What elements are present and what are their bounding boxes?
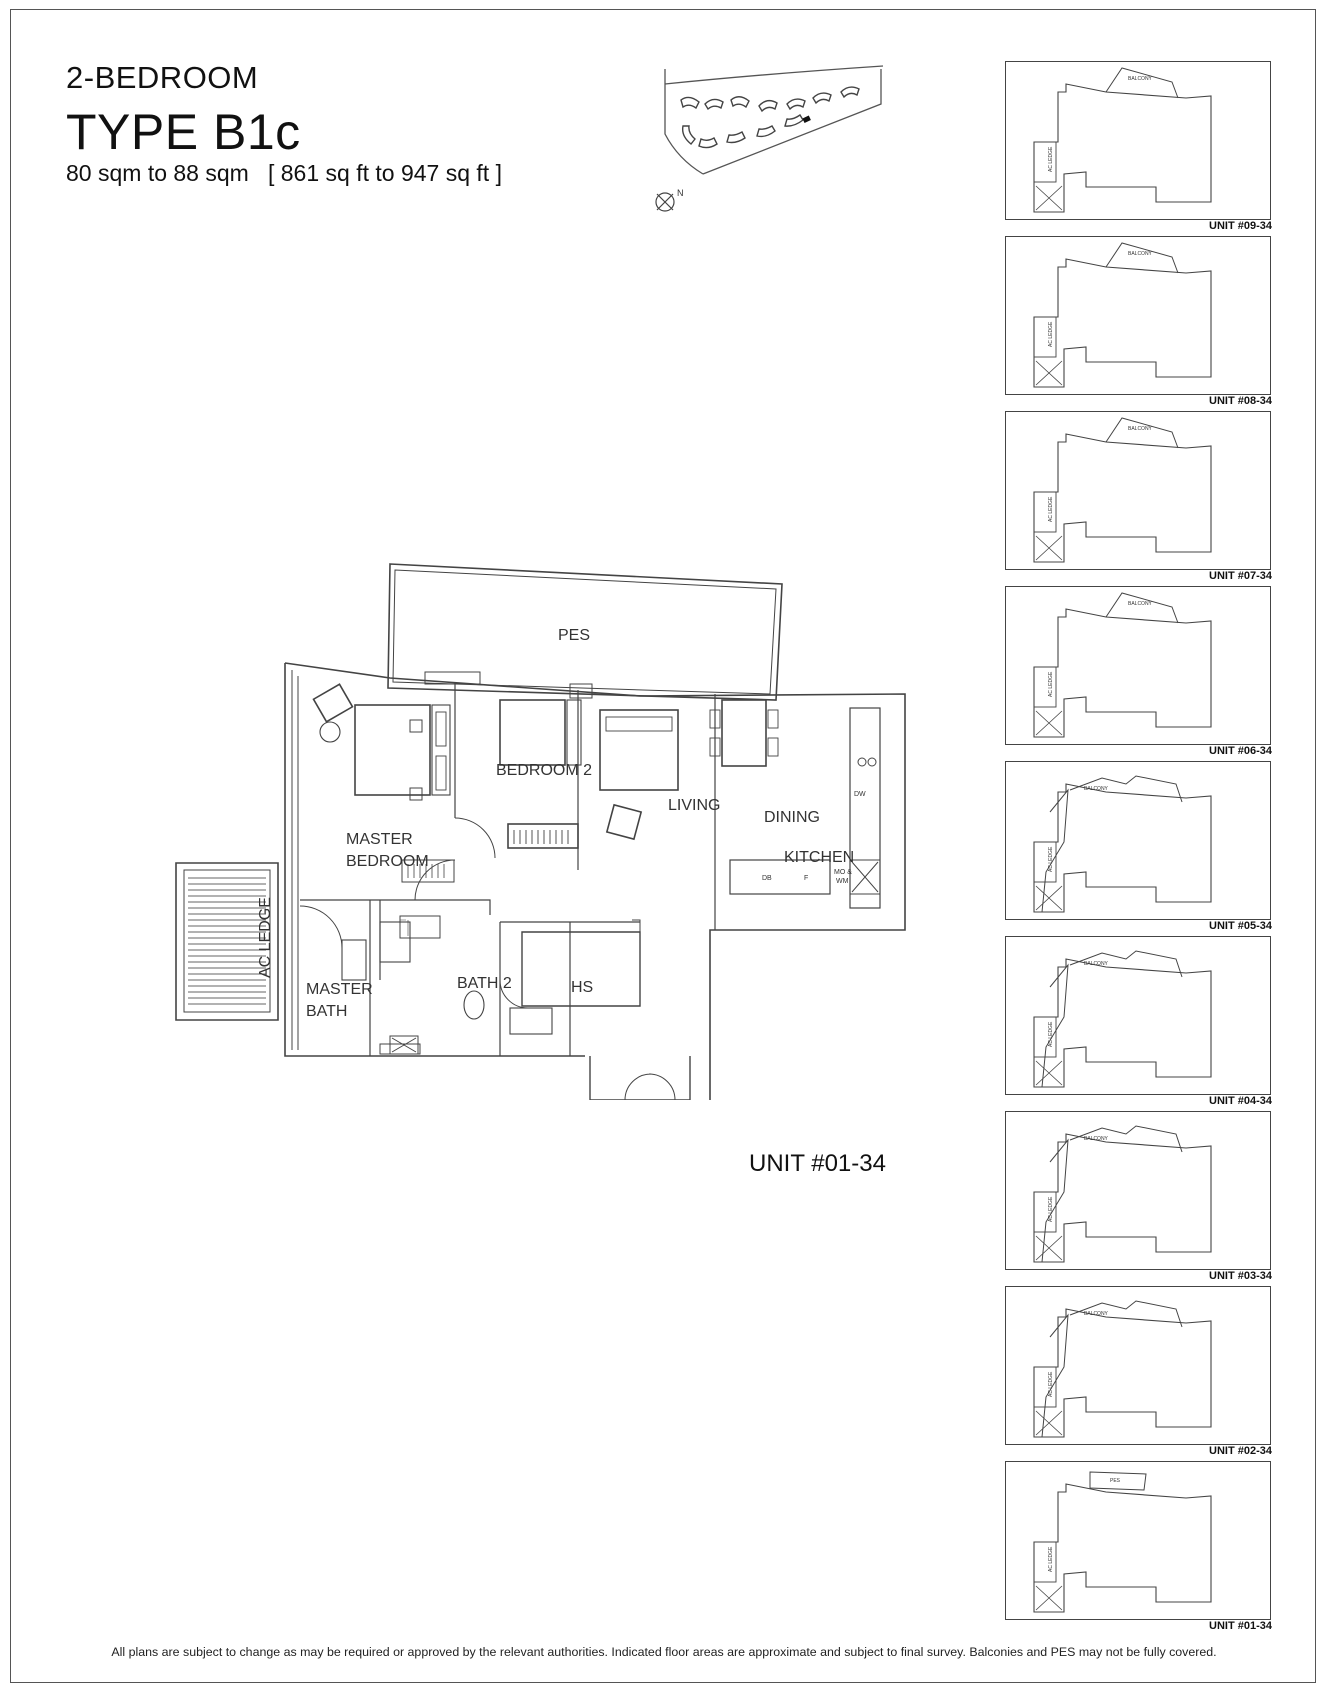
appliance-dw: DW xyxy=(854,791,866,798)
key-plan-outdoor-label: BALCONY xyxy=(1128,76,1152,82)
room-pes: PES xyxy=(558,627,591,644)
key-plan-thumbnail xyxy=(1005,586,1271,745)
key-plan-thumbnail xyxy=(1005,411,1271,570)
room-master-bedroom-l1: MASTER xyxy=(346,831,413,848)
room-kitchen: KITCHEN xyxy=(784,849,855,866)
room-master-bedroom-l2: BEDROOM xyxy=(346,853,429,870)
key-plan-caption: UNIT #03-34 xyxy=(1209,1270,1272,1282)
appliance-db: DB xyxy=(762,875,772,882)
key-plan-caption: UNIT #05-34 xyxy=(1209,920,1272,932)
key-plan-caption: UNIT #07-34 xyxy=(1209,570,1272,582)
appliance-fridge: F xyxy=(804,875,809,882)
key-plan-ac-label: AC LEDGE xyxy=(1048,1546,1054,1572)
key-plan-thumbnail xyxy=(1005,1461,1271,1620)
key-plan-caption: UNIT #09-34 xyxy=(1209,220,1272,232)
room-dining: DINING xyxy=(764,809,820,826)
key-plan-outdoor-label: BALCONY xyxy=(1084,1311,1108,1317)
key-plan-thumbnail xyxy=(1005,236,1271,395)
key-plan-caption: UNIT #02-34 xyxy=(1209,1445,1272,1457)
room-bath2: BATH 2 xyxy=(457,975,512,992)
key-plan-outdoor-label: BALCONY xyxy=(1084,786,1108,792)
bedroom-category: 2-BEDROOM xyxy=(66,60,259,95)
key-plan-ac-label: AC LEDGE xyxy=(1048,1371,1054,1397)
key-plan-ac-label: AC LEDGE xyxy=(1048,496,1054,522)
disclaimer: All plans are subject to change as may be required or approved by the relevant authorities. Indicated floor areas are approximate and subject to final survey. Balconies and PES may not be fully covered. xyxy=(111,1645,1217,1659)
key-plan-caption: UNIT #04-34 xyxy=(1209,1095,1272,1107)
key-plan-ac-label: AC LEDGE xyxy=(1048,1196,1054,1222)
key-plan-outdoor-label: BALCONY xyxy=(1128,251,1152,257)
key-plan-caption: UNIT #08-34 xyxy=(1209,395,1272,407)
key-plan-outdoor-label: PES xyxy=(1110,1478,1121,1484)
key-plan-ac-label: AC LEDGE xyxy=(1048,321,1054,347)
key-plan-thumbnail xyxy=(1005,936,1271,1095)
room-master-bath-l1: MASTER xyxy=(306,981,373,998)
site-plan xyxy=(643,64,903,229)
key-plan-thumbnail xyxy=(1005,1111,1271,1270)
key-plan-outdoor-label: BALCONY xyxy=(1084,961,1108,967)
room-living: LIVING xyxy=(668,797,721,814)
appliance-mo-wm-l1: MO & xyxy=(834,869,852,876)
main-unit-label: UNIT #01-34 xyxy=(749,1150,886,1177)
north-marker: N xyxy=(677,188,684,198)
appliance-mo-wm-l2: WM xyxy=(836,878,849,885)
key-plan-outdoor-label: BALCONY xyxy=(1128,601,1152,607)
key-plan-caption: UNIT #06-34 xyxy=(1209,745,1272,757)
key-plan-outdoor-label: BALCONY xyxy=(1084,1136,1108,1142)
area-range: 80 sqm to 88 sqm [ 861 sq ft to 947 sq ft ] xyxy=(66,160,502,186)
key-plan-outdoor-label: BALCONY xyxy=(1128,426,1152,432)
key-plan-ac-label: AC LEDGE xyxy=(1048,1021,1054,1047)
room-hs: HS xyxy=(571,979,594,996)
floor-plan xyxy=(170,560,910,1105)
room-ac-ledge: AC LEDGE xyxy=(257,897,274,978)
key-plan-caption: UNIT #01-34 xyxy=(1209,1620,1272,1632)
key-plan-ac-label: AC LEDGE xyxy=(1048,146,1054,172)
key-plan-ac-label: AC LEDGE xyxy=(1048,671,1054,697)
key-plan-thumbnail xyxy=(1005,61,1271,220)
room-bedroom2: BEDROOM 2 xyxy=(496,762,593,779)
room-master-bath-l2: BATH xyxy=(306,1003,348,1020)
key-plan-thumbnail xyxy=(1005,761,1271,920)
unit-type-title: TYPE B1c xyxy=(66,104,301,160)
key-plan-ac-label: AC LEDGE xyxy=(1048,846,1054,872)
key-plan-thumbnail xyxy=(1005,1286,1271,1445)
